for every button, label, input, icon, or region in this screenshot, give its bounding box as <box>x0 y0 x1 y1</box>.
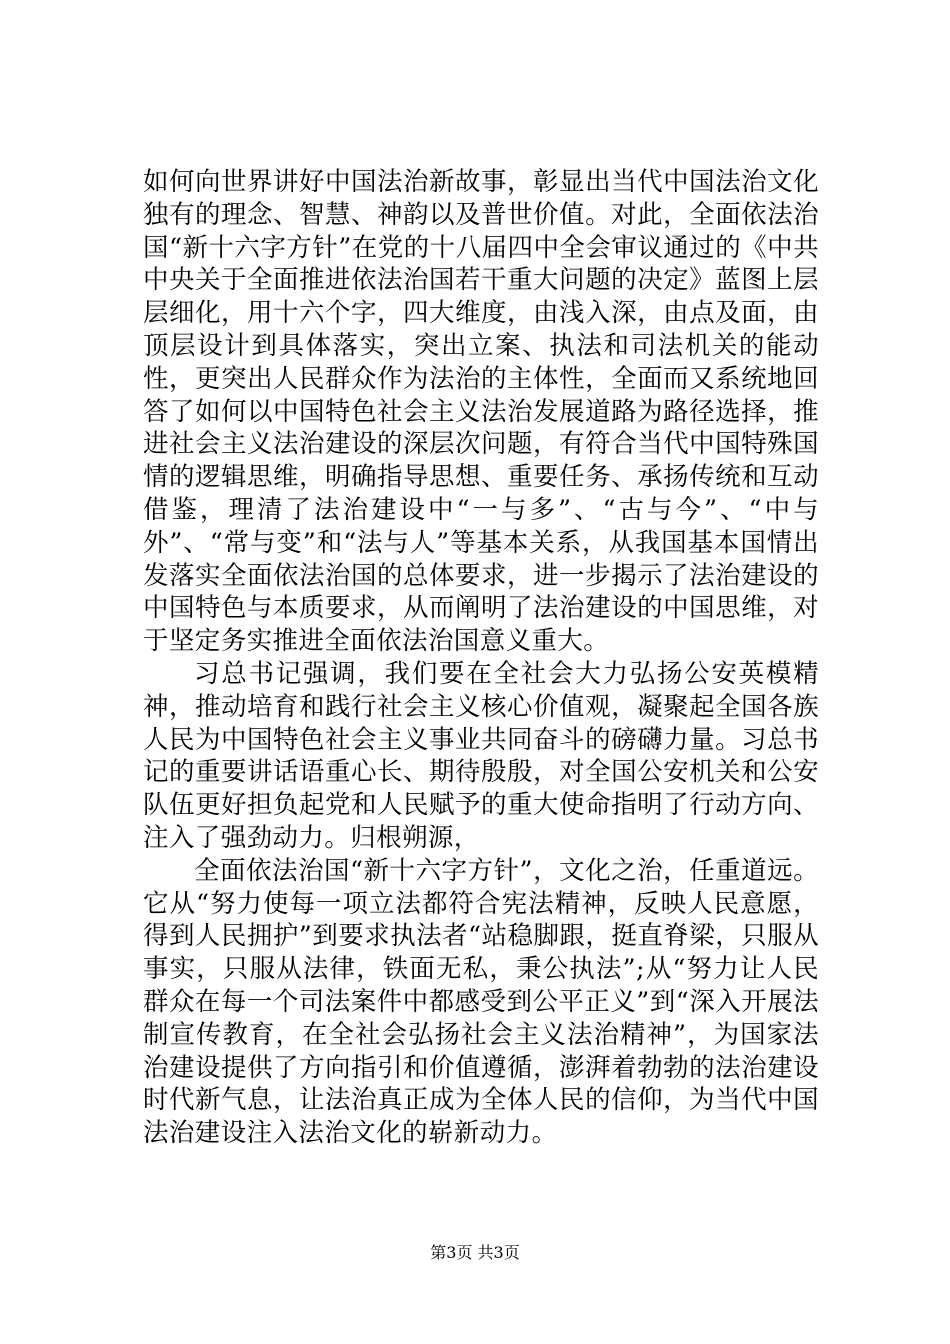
paragraph-3: 全面依法治国“新十六字方针”，文化之治，任重道远。它从“努力使每一项立法都符合宪法精神，反映人民意愿，得到人民拥护”到要求执法者“站稳脚跟，挺直脊梁，只服从事实，只服从法律，铁面无私，秉公执法”;从“努力让人民群众在每一个司法案件中都感受到公平正义”到“深入开展法制宣传教育，在全社会弘扬社会主义法治精神”，为国家法治建设提供了方向指引和价值遵循，澎湃着勃勃的法治建设时代新气息，让法治真正成为全体人民的信仰，为当代中国法治建设注入法治文化的崭新动力。 <box>143 855 819 1149</box>
document-body <box>143 166 819 1150</box>
paragraph-1: 如何向世界讲好中国法治新故事，彰显出当代中国法治文化独有的理念、智慧、神韵以及普世价值。对此，全面依法治国“新十六字方针”在党的十八届四中全会审议通过的《中共中央关于全面推进依法治国若干重大问题的决定》蓝图上层层细化，用十六个字，四大维度，由浅入深，由点及面，由顶层设计到具体落实，突出立案、执法和司法机关的能动性，更突出人民群众作为法治的主体性，全面而又系统地回答了如何以中国特色社会主义法治发展道路为路径选择，推进社会主义法治建设的深层次问题，有符合当代中国特殊国情的逻辑思维，明确指导思想、重要任务、承扬传统和互动借鉴，理清了法治建设中“一与多”、“古与今”、“中与外”、“常与变”和“法与人”等基本关系，从我国基本国情出发落实全面依法治国的总体要求，进一步揭示了法治建设的中国特色与本质要求，从而阐明了法治建设的中国思维，对于坚定务实推进全面依法治国意义重大。 <box>143 167 819 657</box>
paragraph-2: 习总书记强调，我们要在全社会大力弘扬公安英模精神，推动培育和践行社会主义核心价值观，凝聚起全国各族人民为中国特色社会主义事业共同奋斗的磅礴力量。习总书记的重要讲话语重心长、期待殷殷，对全国公安机关和公安队伍更好担负起党和人民赋予的重大使命指明了行动方向、注入了强劲动力。归根朔源， <box>143 658 819 853</box>
page-number-footer: 第3页 共3页 <box>430 1243 520 1262</box>
